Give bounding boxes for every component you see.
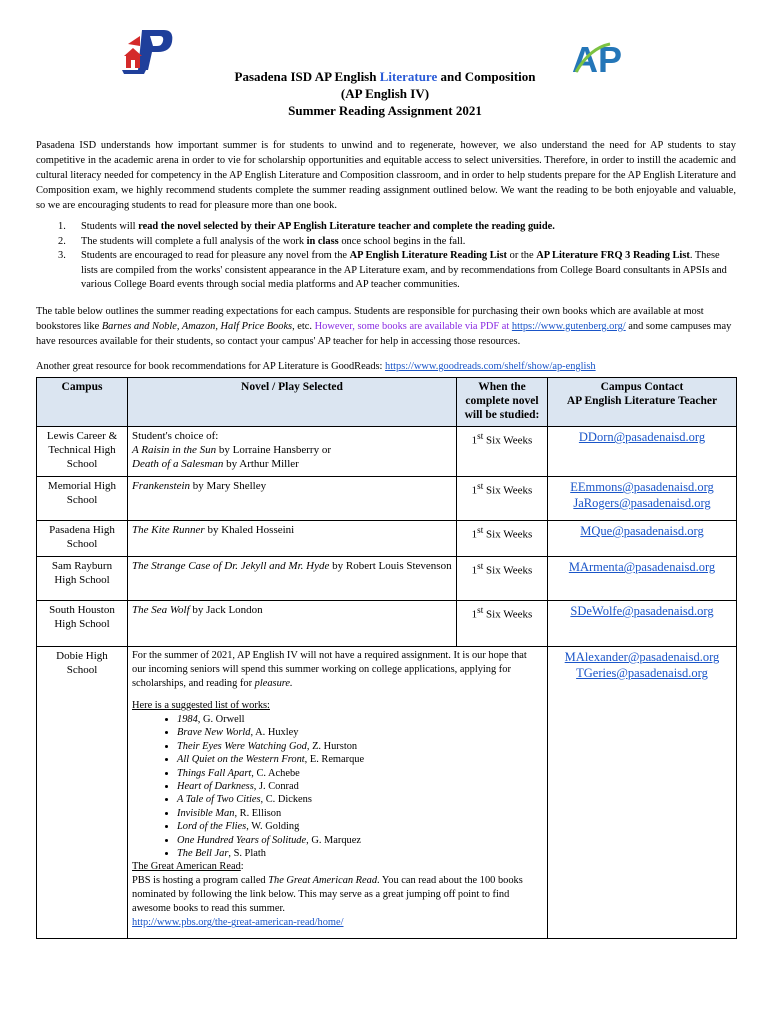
header-when: When the complete novel will be studied:: [457, 378, 548, 427]
campus-cell: South Houston High School: [37, 601, 128, 647]
list-item: • Invisible Man, R. Ellison: [177, 807, 543, 820]
contact-cell: [548, 601, 737, 647]
table-row: [37, 557, 737, 601]
when-cell: 1st Six Weeks: [457, 477, 548, 521]
table-row: [37, 521, 737, 557]
table-row: [37, 427, 737, 477]
campus-cell: Memorial High School: [37, 477, 128, 521]
table-header-row: [37, 378, 737, 427]
list-item: • Their Eyes Were Watching God, Z. Hurston: [177, 740, 543, 753]
list-item: • Brave New World, A. Huxley: [177, 726, 543, 739]
header-novel: Novel / Play Selected: [128, 378, 457, 427]
book-availability-paragraph: The table below outlines the summer reading expectations for each campus. Students are responsible for purchasing their own books which are available at most bookstores like Barnes and Noble, Amazon, Half Price Books, etc. However, some books are available via PDF at https://www.gutenberg.org/ and some campuses may have resources available for their students, so contact your campus' AP teacher for help in accessing those resources.: [36, 306, 732, 347]
table-row: [37, 601, 737, 647]
goodreads-paragraph: Another great resource for book recommendations for AP Literature is GoodReads: https://www.goodreads.com/shelf/show/ap-english: [36, 361, 596, 372]
when-cell: 1st Six Weeks: [457, 427, 548, 477]
reading-table: [36, 377, 737, 939]
contact-cell: [548, 557, 737, 601]
campus-cell: Sam Rayburn High School: [37, 557, 128, 601]
list-item: • Things Fall Apart, C. Achebe: [177, 767, 543, 780]
list-item: 3. Students are encouraged to read for pleasure any novel from the AP English Literature Reading List or the AP Literature FRQ 3 Reading List. These lists are compiled from the works' consistent appearance in the AP Literature exam, and by recommendations from College Board consultants in APSIs and various College Board events through social media platforms and AP teacher communities.: [58, 250, 727, 290]
header-contact: Campus Contact AP English Literature Teacher: [548, 378, 737, 427]
contact-email-link[interactable]: EEmmons@pasadenaisd.org: [570, 480, 714, 494]
contact-cell: [548, 427, 737, 477]
contact-email-link[interactable]: DDorn@pasadenaisd.org: [578, 430, 706, 444]
dobie-details-cell: For the summer of 2021, AP English IV will not have a required assignment. It is our hope that our incoming seniors will spend this summer working on college applications, applying for scholarships, and reading for pleasure. Here is a suggested list of works: • 1984, G. Orwell • Brave New World, A. Huxley • Their Eyes Were Watching God, Z. Hurston • All Quiet on the Western Front, E. Remarque • Things Fall Apart, C. Achebe • Heart of Darkness, J. Conrad • A Tale of Two Cities, C. Dickens • Invisible Man, R. Ellison • Lord of the Flies, W. Golding • One Hundred Years of Solitude, G. Marquez • The Bell Jar, S. Plath The Great American Read: PBS is hosting a program called The Great American Read. You can read about the 100 books nominated by following the link below. This may serve as a great jumping off point to find awesome books to read this summer. http://www.pbs.org/the-great-american-read/home/: [128, 647, 548, 939]
contact-email-link[interactable]: MAlexander@pasadenaisd.org: [564, 650, 720, 664]
list-item: 1. Students will read the novel selected by their AP English Literature teacher and complete the reading guide.: [58, 221, 555, 232]
contact-cell: [548, 477, 737, 521]
gutenberg-link[interactable]: https://www.gutenberg.org/: [511, 321, 626, 332]
contact-email-link[interactable]: TGeries@pasadenaisd.org: [576, 666, 708, 680]
list-item: • The Bell Jar, S. Plath: [177, 847, 543, 860]
intro-paragraph: Pasadena ISD understands how important summer is for students to unwind and to regenerate, however, we also understand the need for AP students to stay competitive in the academic arena in order to vie for scholarship opportunities and equitable access to select universities. Therefore, in order to instill the academic and cultural literacy needed for competency in the AP English Literature and Composition classroom, and in order to help students prepare for the AP English Literature and Composition exam, we highly recommend students complete the summer reading assignment outlined below. We want the reading to be both enjoyable and valuable, so we are encouraging students to read for pleasure more than one book.: [36, 140, 736, 211]
contact-email-link[interactable]: MArmenta@pasadenaisd.org: [568, 560, 716, 574]
list-item: • One Hundred Years of Solitude, G. Marquez: [177, 834, 543, 847]
header-campus: Campus: [37, 378, 128, 427]
list-item: • Lord of the Flies, W. Golding: [177, 820, 543, 833]
novel-cell: The Strange Case of Dr. Jekyll and Mr. Hyde by Robert Louis Stevenson: [128, 557, 457, 601]
table-row: [37, 647, 737, 939]
list-item: 2. The students will complete a full analysis of the work in class once school begins in the fall.: [58, 235, 466, 247]
suggested-works-list: [132, 713, 543, 860]
list-item: • A Tale of Two Cities, C. Dickens: [177, 793, 543, 806]
novel-cell: Frankenstein by Mary Shelley: [128, 477, 457, 521]
list-item: • 1984, G. Orwell: [177, 713, 543, 726]
svg-text:AP: AP: [572, 39, 623, 78]
when-cell: 1st Six Weeks: [457, 601, 548, 647]
novel-cell: The Sea Wolf by Jack London: [128, 601, 457, 647]
novel-cell: The Kite Runner by Khaled Hosseini: [128, 521, 457, 557]
assignment-list: [36, 220, 736, 293]
contact-email-link[interactable]: JaRogers@pasadenaisd.org: [573, 496, 711, 510]
campus-cell: Dobie High School: [37, 647, 128, 939]
campus-cell: Lewis Career & Technical High School: [37, 427, 128, 477]
page-title: Pasadena ISD AP English Literature and Composition (AP English IV) Summer Reading Assignment 2021: [234, 69, 536, 118]
campus-cell: Pasadena High School: [37, 521, 128, 557]
list-item: • Heart of Darkness, J. Conrad: [177, 780, 543, 793]
contact-email-link[interactable]: SDeWolfe@pasadenaisd.org: [570, 604, 714, 618]
table-row: [37, 477, 737, 521]
pbs-link[interactable]: http://www.pbs.org/the-great-american-read/home/: [132, 917, 344, 929]
contact-cell: [548, 647, 737, 939]
list-item: • All Quiet on the Western Front, E. Remarque: [177, 753, 543, 766]
contact-cell: [548, 521, 737, 557]
when-cell: 1st Six Weeks: [457, 521, 548, 557]
when-cell: 1st Six Weeks: [457, 557, 548, 601]
novel-cell: Student's choice of: A Raisin in the Sun by Lorraine Hansberry or Death of a Salesman by Arthur Miller: [128, 427, 457, 477]
goodreads-link[interactable]: https://www.goodreads.com/shelf/show/ap-english: [385, 361, 596, 372]
contact-email-link[interactable]: MQue@pasadenaisd.org: [580, 524, 704, 538]
